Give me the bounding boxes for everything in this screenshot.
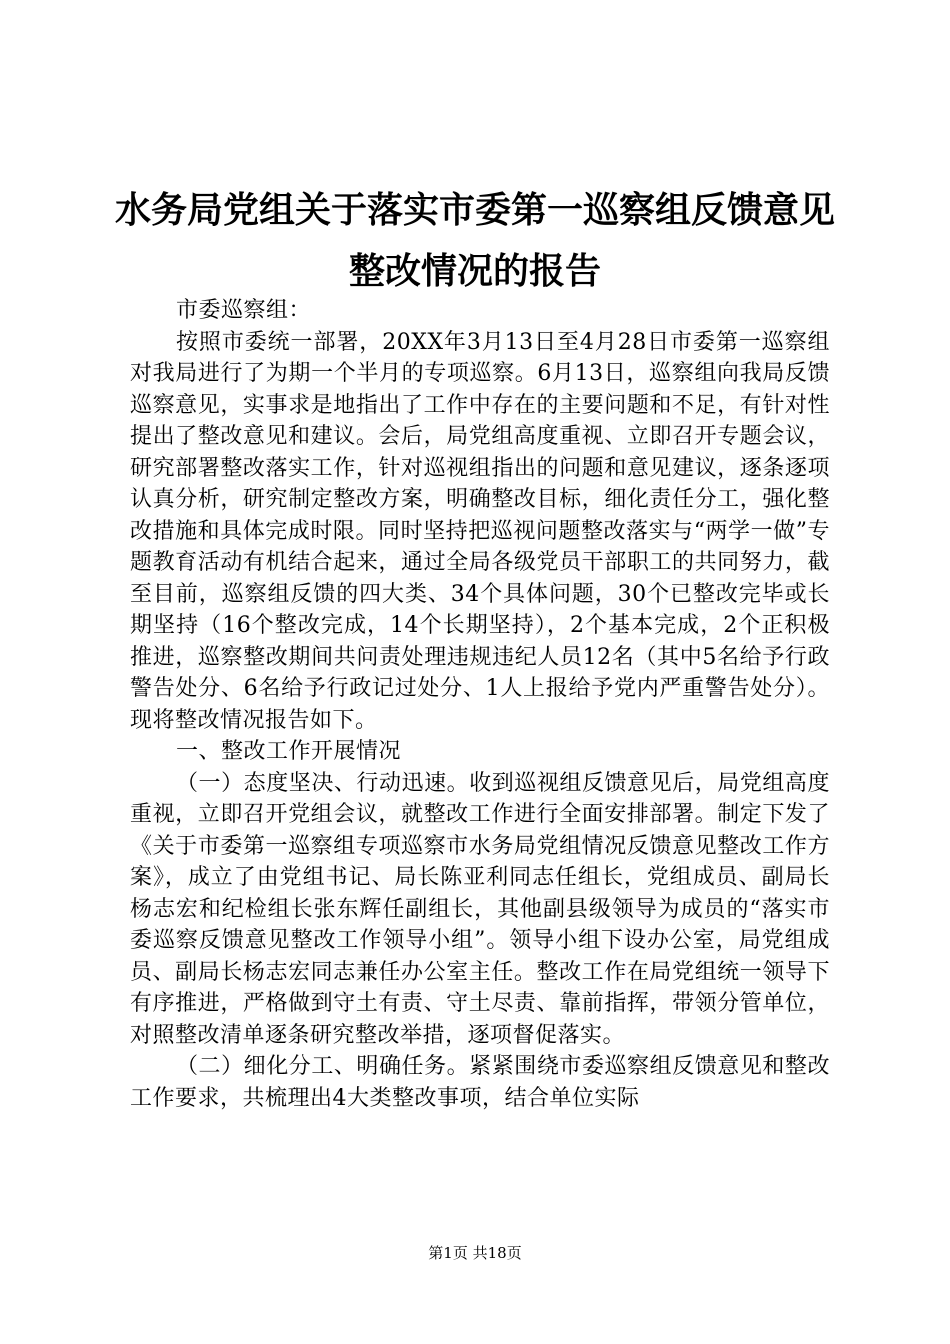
paragraph-subsection-2: （二）细化分工、明确任务。紧紧围绕市委巡察组反馈意见和整改工作要求，共梳理出4大类整改事项，结合单位实际 [130,1054,830,1111]
page-footer: 第1页 共18页 [428,1244,522,1262]
paragraph-subsection-1: （一）态度坚决、行动迅速。收到巡视组反馈意见后，局党组高度重视，立即召开党组会议，就整改工作进行全面安排部署。制定下发了《关于市委第一巡察组专项巡察市水务局党组情况反馈意见整改工作方案》，成立了由党组书记、局长陈亚利同志任组长，党组成员、副局长杨志宏和纪检组长张东辉任副组长，其他副县级领导为成员的“落实市委巡察反馈意见整改工作领导小组”。领导小组下设办公室，局党组成员、副局长杨志宏同志兼任办公室主任。整改工作在局党组统一领导下有序推进，严格做到守土有责、守土尽责、靠前指挥，带领分管单位，对照整改清单逐条研究整改举措，逐项督促落实。 [130,770,830,1048]
document-body [130,295,830,1114]
section-heading: 一、整改工作开展情况 [176,739,402,764]
salutation: 市委巡察组： [176,298,312,323]
document-title-line-2: 整改情况的报告 [348,250,601,292]
document-title-line-1: 水务局党组关于落实市委第一巡察组反馈意见 [114,189,835,231]
paragraph-intro: 按照市委统一部署，20XX年3月13日至4月28日市委第一巡察组对我局进行了为期一个半月的专项巡察。6月13日，巡察组向我局反馈巡察意见，实事求是地指出了工作中存在的主要问题和不足，有针对性提出了整改意见和建议。会后，局党组高度重视、立即召开专题会议，研究部署整改落实工作，针对巡视组指出的问题和意见建议，逐条逐项认真分析，研究制定整改方案，明确整改目标，细化责任分工，强化整改措施和具体完成时限。同时坚持把巡视问题整改落实与“两学一做”专题教育活动有机结合起来，通过全局各级党员干部职工的共同努力，截至目前，巡察组反馈的四大类、34个具体问题，30个已整改完毕或长期坚持（16个整改完成，14个长期坚持），2个基本完成，2个正积极推进，巡察整改期间共问责处理违规违纪人员12名（其中5名给予行政警告处分、6名给予行政记过处分、1人上报给予党内严重警告处分）。现将整改情况报告如下。 [130,329,830,733]
